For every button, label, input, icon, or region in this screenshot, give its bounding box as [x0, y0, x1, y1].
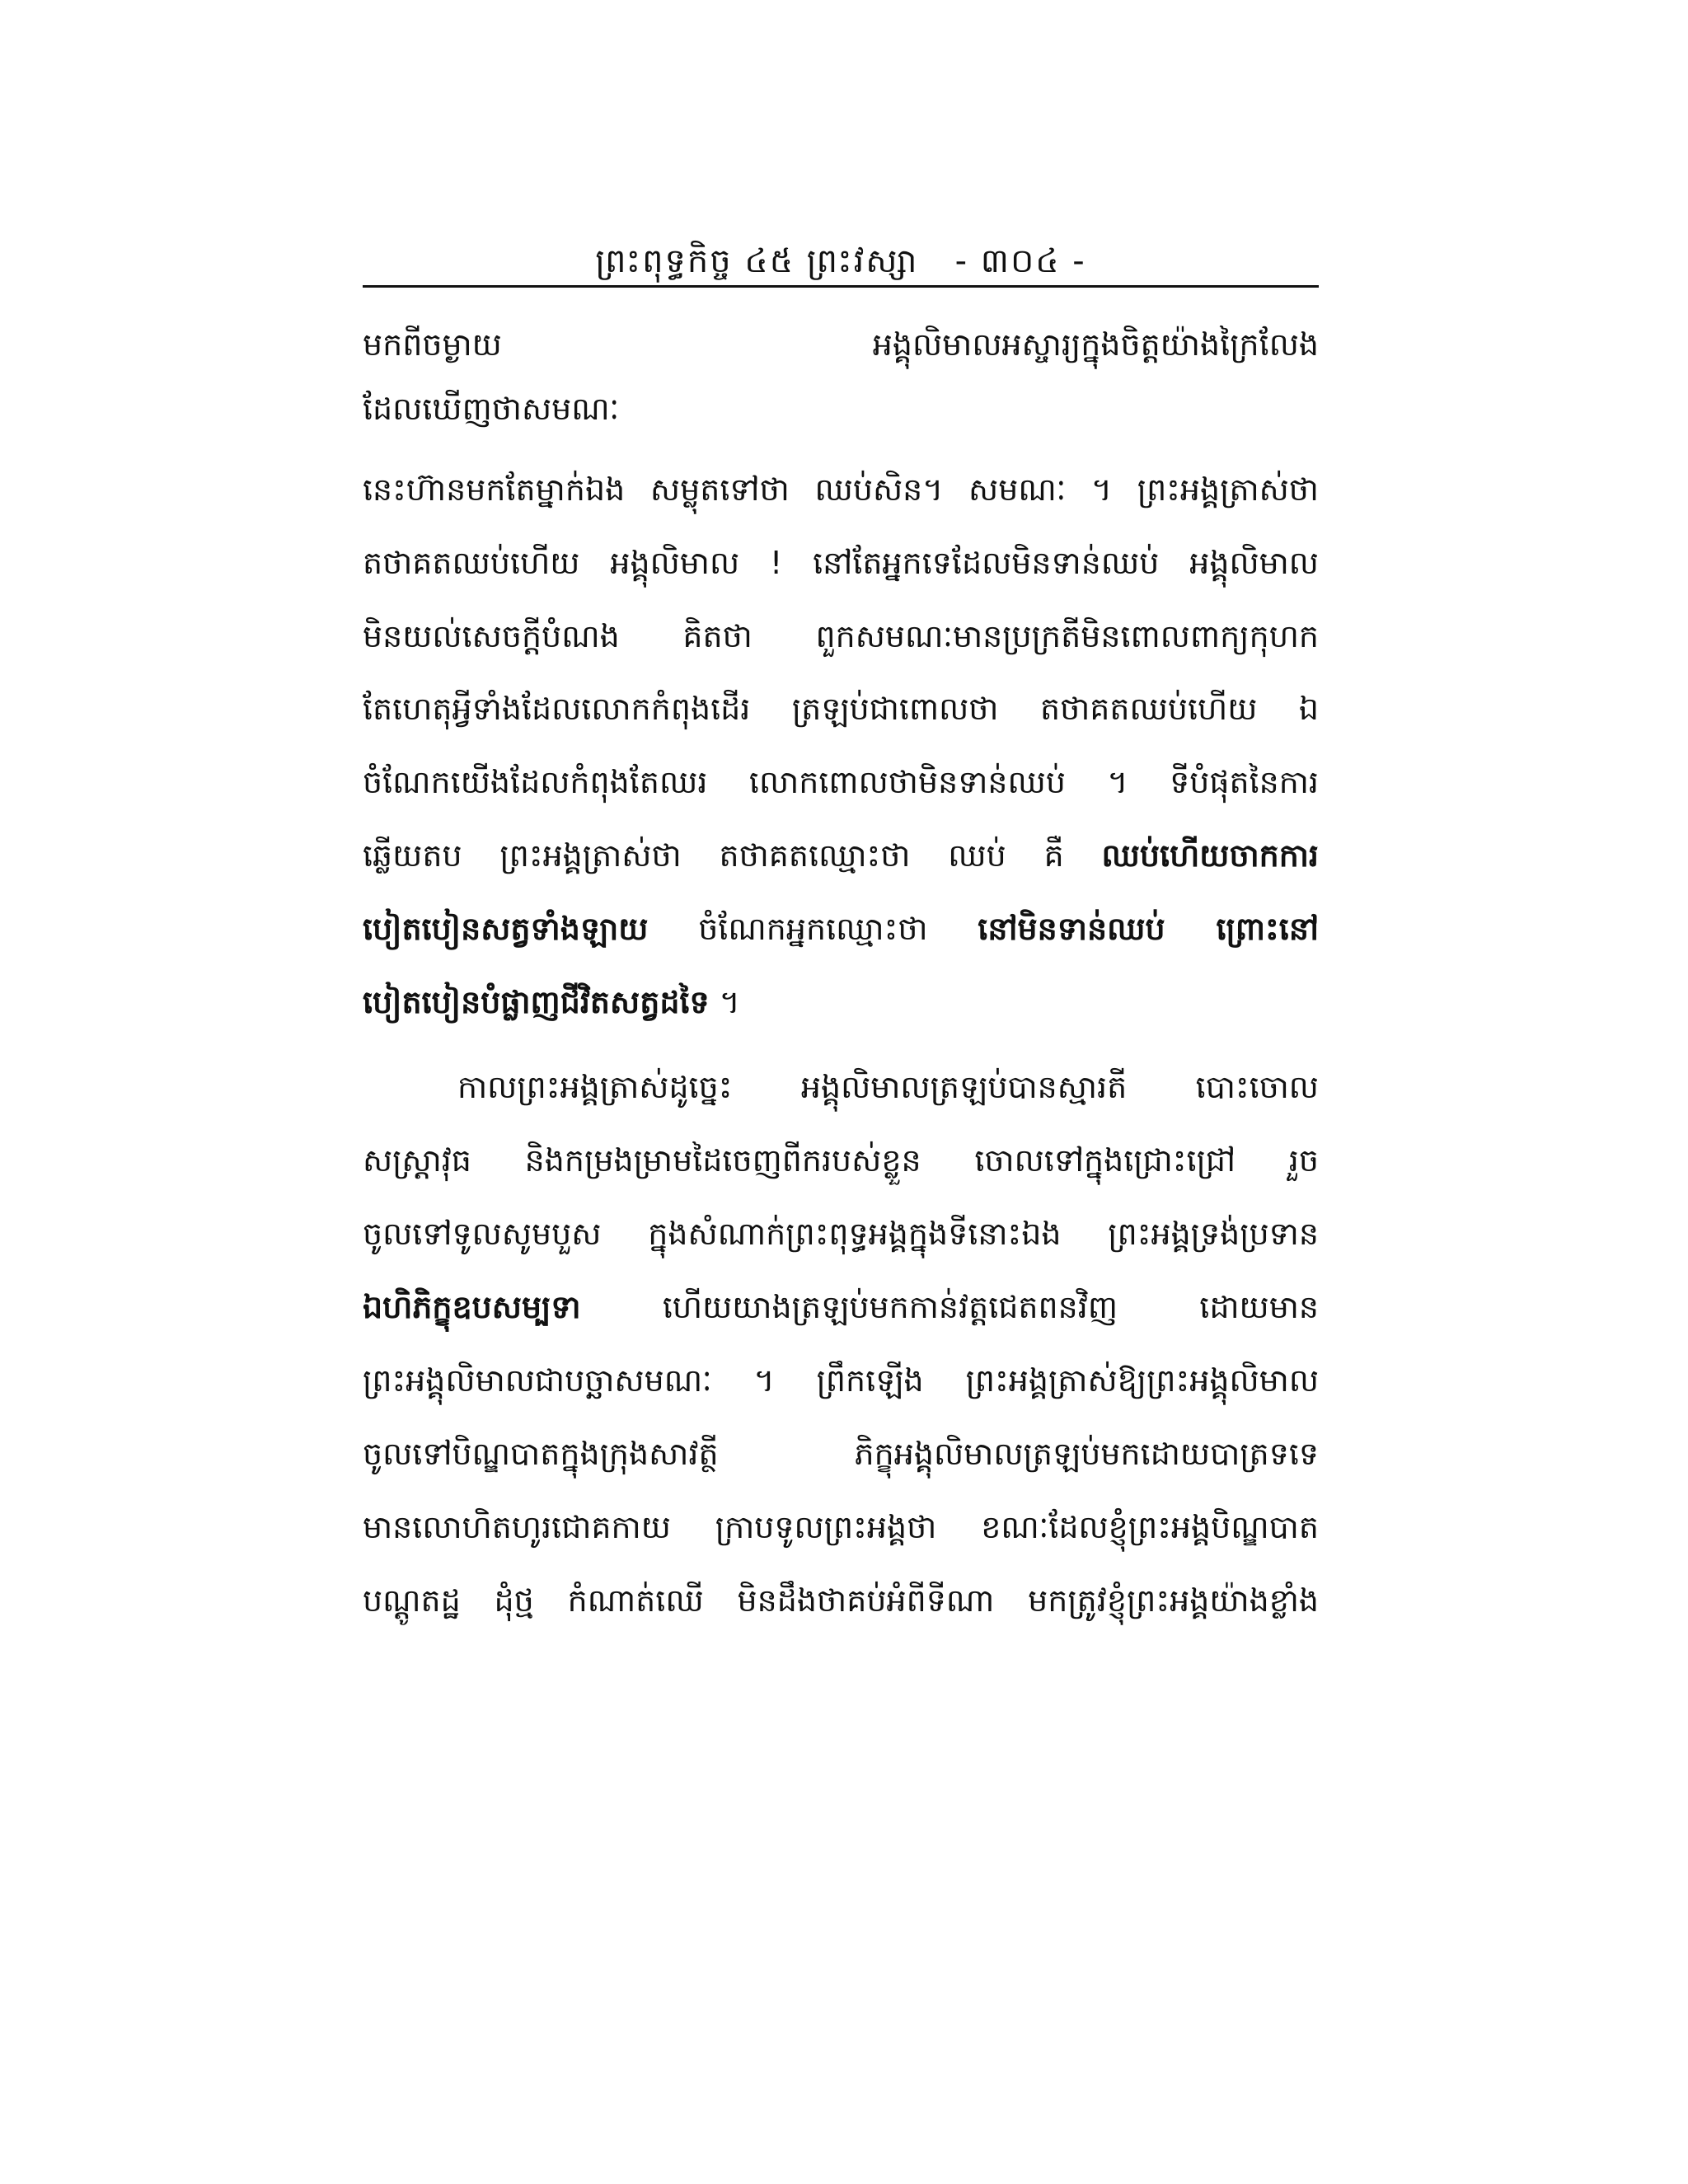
- text-line-9-bold-b: នៅមិនទាន់ឈប់ ព្រោះនៅ: [978, 911, 1319, 947]
- text-line-9: [363, 904, 1319, 954]
- text-line-8: [363, 831, 1319, 880]
- text-line-10-normal: ។: [709, 984, 740, 1020]
- text-line-17: មានលោហិតហូរជោគកាយ ក្រាបទូលព្រះអង្គថា ខណៈដែលខ្ញុំព្រះអង្គបិណ្ឌបាត: [363, 1509, 1319, 1545]
- text-line-10: [363, 977, 1319, 1027]
- text-line-7: ចំណែកយើងដែលកំពុងតែឈរ លោកពោលថាមិនទាន់ឈប់ ។ ទីបំផុតនៃការ: [363, 764, 1319, 800]
- text-line-6: តែហេតុអ្វីទាំងដែលលោកកំពុងដើរ ត្រឡប់ជាពោលថា តថាគតឈប់ហើយ ឯ: [363, 691, 1319, 727]
- text-line-8-normal: ឆ្លើយតប ព្រះអង្គត្រាស់ថា តថាគតឈ្មោះថា ឈប់ គឺ: [363, 837, 1102, 874]
- text-line-3: នេះហ៊ានមកតែម្នាក់ឯង សម្លុតទៅថា ឈប់សិន។ សមណៈ ។ ព្រះអង្គត្រាស់ថា: [363, 471, 1319, 508]
- text-line-13: ចូលទៅទូលសូមបួស ក្នុងសំណាក់ព្រះពុទ្ធអង្គក្នុងទីនោះឯង ព្រះអង្គទ្រង់ប្រទាន: [363, 1216, 1319, 1252]
- text-line-5: មិនយល់សេចក្តីបំណង គិតថា ពួកសមណៈមានប្រក្រតីមិនពោលពាក្យកុហក: [363, 618, 1319, 654]
- text-line-8-bold: ឈប់ហើយចាកការ: [1101, 837, 1319, 874]
- text-line-14: [363, 1282, 1319, 1332]
- running-title: ព្រះពុទ្ធកិច្ច ៤៥ ព្រះវស្សា: [595, 242, 919, 280]
- text-line-10-bold: បៀតបៀនបំផ្លាញជីវិតសត្វដទៃ: [363, 984, 710, 1020]
- text-line-1: [363, 320, 1319, 369]
- text-line-2: ដែលឃើញថាសមណៈ: [363, 391, 620, 427]
- text-line-1-left: មកពីចម្ងាយ: [363, 326, 502, 363]
- page-number: - ៣០៤ -: [954, 242, 1086, 280]
- text-line-15: ព្រះអង្គុលិមាលជាបច្ឆាសមណៈ ។ ព្រឹកឡើង ព្រះអង្គត្រាស់ឱ្យព្រះអង្គុលិមាល: [363, 1362, 1319, 1399]
- text-line-16: ចូលទៅបិណ្ឌបាតក្នុងក្រុងសាវត្ថី ភិក្ខុអង្គុលិមាលត្រឡប់មកដោយបាត្រទទេ: [363, 1436, 1319, 1472]
- text-line-18: បណ្តូតដ្ឋ ដុំថ្ម កំណាត់ឈើ មិនដឹងថាគប់អំពីទីណា មកត្រូវខ្ញុំព្រះអង្គយ៉ាងខ្លាំង: [363, 1582, 1319, 1619]
- text-line-11: កាលព្រះអង្គត្រាស់ដូច្នេះ អង្គុលិមាលត្រឡប់បានស្មារតី បោះចោល: [457, 1069, 1319, 1105]
- text-line-1-right: អង្គុលិមាលអស្ចារ្យក្នុងចិត្តយ៉ាងក្រៃលែង: [872, 326, 1319, 363]
- text-line-14-bold: ឯហិភិក្ខុឧបសម្បទា: [363, 1289, 581, 1325]
- text-line-9-normal: ចំណែកអ្នកឈ្មោះថា: [648, 911, 978, 947]
- text-line-14-normal: ហើយយាងត្រឡប់មកកាន់វត្តជេតពនវិញ ដោយមាន: [580, 1289, 1319, 1325]
- header-divider: [363, 285, 1319, 288]
- text-line-9-bold-a: បៀតបៀនសត្វទាំងឡាយ: [363, 911, 649, 947]
- text-line-4: តថាគតឈប់ហើយ អង្គុលិមាល ! នៅតែអ្នកទេដែលមិនទាន់ឈប់ អង្គុលិមាល: [363, 545, 1319, 581]
- page-header: [363, 235, 1319, 288]
- text-line-12: សស្ត្រាវុធ និងកម្រងម្រាមដៃចេញពីករបស់ខ្លួន ចោលទៅក្នុងជ្រោះជ្រៅ រួច: [363, 1142, 1319, 1179]
